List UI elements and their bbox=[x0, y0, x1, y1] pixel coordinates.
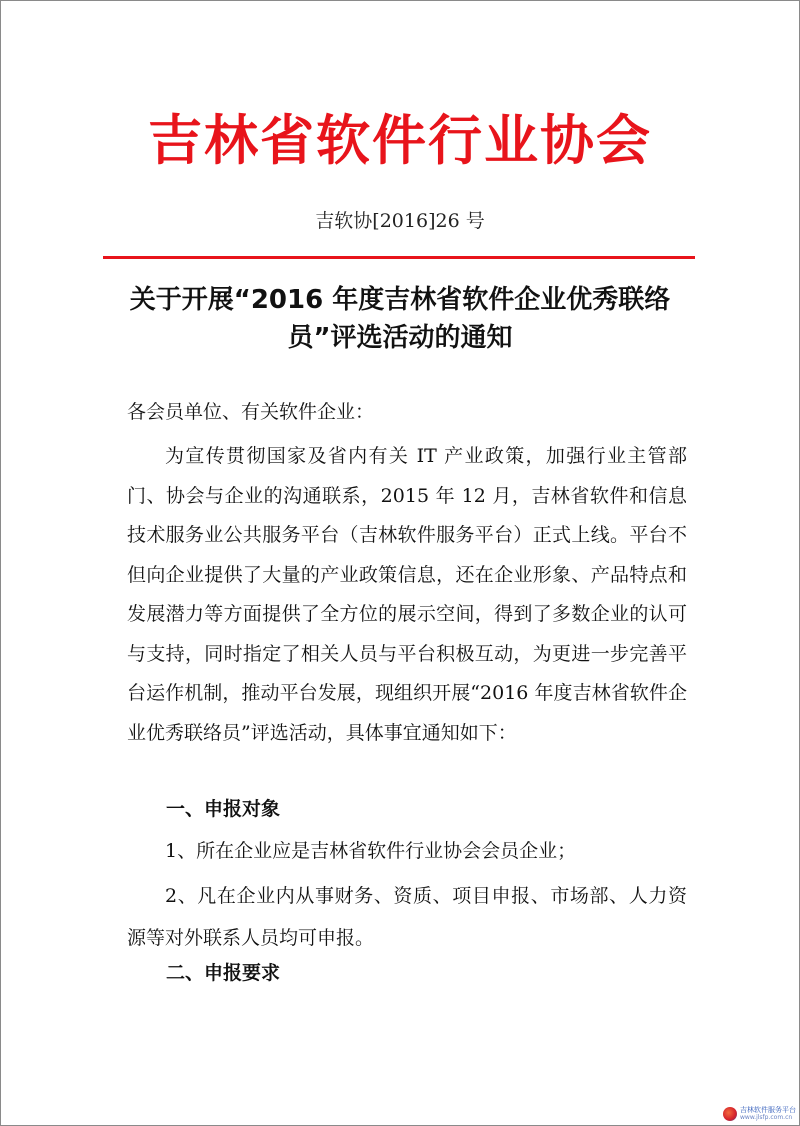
section-heading-applicants: 一、申报对象 bbox=[166, 798, 281, 820]
list-item: 2、凡在企业内从事财务、资质、项目申报、市场部、人力资源等对外联系人员均可申报。 bbox=[127, 885, 687, 949]
organization-title: 吉林省软件行业协会 bbox=[148, 108, 652, 172]
watermark-name: 吉林软件服务平台 bbox=[740, 1106, 796, 1114]
watermark bbox=[723, 1106, 796, 1122]
section-heading-requirements: 二、申报要求 bbox=[166, 962, 281, 984]
intro-paragraph: 为宣传贯彻国家及省内有关 IT 产业政策，加强行业主管部门、协会与企业的沟通联系，2015 年 12 月，吉林省软件和信息技术服务业公共服务平台（吉林软件服务平台）正式上线。平台不但向企业提供了大量的产业政策信息，还在企业形象、产品特点和发展潜力等方面提供了全方位的展示空间，得到了多数企业的认可与支持，同时指定了相关人员与平台积极互动，为更进一步完善平台运作机制，推动平台发展，现组织开展“2016 年度吉林省软件企业优秀联络员”评选活动，具体事宜通知如下： bbox=[127, 445, 687, 744]
document-number: 吉软协[2016]26 号 bbox=[315, 210, 485, 232]
notice-title: 关于开展“2016 年度吉林省软件企业优秀联络员”评选活动的通知 bbox=[129, 285, 671, 353]
platform-logo-icon bbox=[723, 1107, 737, 1121]
salutation: 各会员单位、有关软件企业： bbox=[127, 401, 375, 423]
watermark-url: www.jlsfp.com.cn bbox=[740, 1114, 793, 1121]
red-divider-line bbox=[103, 256, 695, 259]
list-item: 1、所在企业应是吉林省软件行业协会会员企业； bbox=[165, 840, 577, 862]
